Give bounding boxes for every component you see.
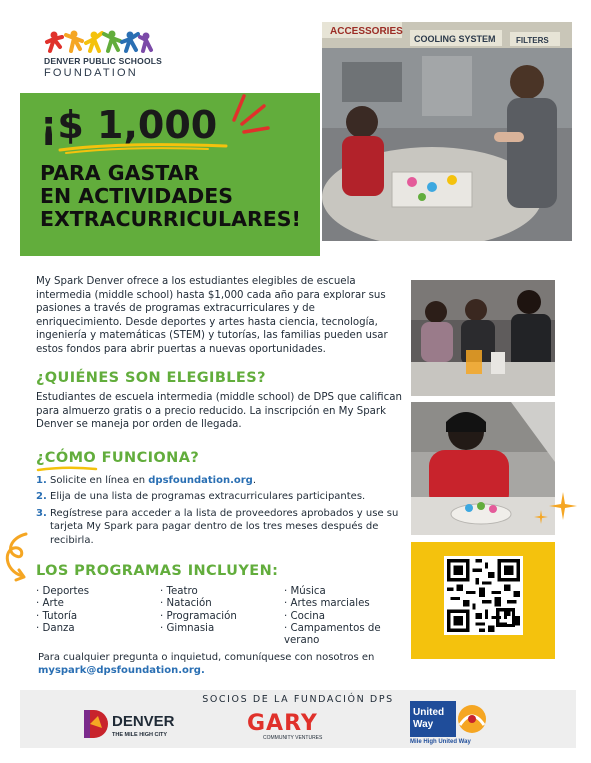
program-item: · Artes marciales bbox=[284, 598, 394, 610]
united-way-logo bbox=[408, 699, 498, 745]
denver-logo bbox=[82, 706, 192, 742]
headline-line-2: EN ACTIVIDADES bbox=[40, 184, 233, 208]
step-1-number: 1. bbox=[36, 475, 47, 486]
program-item: · Deportes bbox=[36, 586, 156, 598]
amount-text: ¡$ 1,000 bbox=[40, 103, 218, 147]
program-item: · Programación bbox=[160, 611, 280, 623]
program-item: · Música bbox=[284, 586, 394, 598]
steps-list bbox=[36, 474, 406, 550]
logo-line-2: FOUNDATION bbox=[44, 67, 138, 79]
denver-tagline: THE MILE HIGH CITY bbox=[112, 732, 167, 738]
partners-title: SOCIOS DE LA FUNDACIÓN DPS bbox=[202, 694, 394, 705]
qr-code[interactable] bbox=[444, 556, 523, 635]
step-3-text: Regístrese para acceder a la lista de proveedores aprobados y use su tarjeta My Spark para pagar dentro de los tres meses después de recibirla. bbox=[50, 507, 399, 546]
program-item: · Gimnasia bbox=[160, 623, 280, 635]
program-item: · Tutoría bbox=[36, 611, 156, 623]
contact-block bbox=[38, 651, 408, 677]
emphasis-marks-icon bbox=[226, 90, 272, 136]
denver-name: DENVER bbox=[112, 713, 175, 730]
program-item: · Teatro bbox=[160, 586, 280, 598]
how-it-works-heading: ¿CÓMO FUNCIONA? bbox=[36, 450, 200, 466]
united-way-hand-icon bbox=[458, 705, 486, 733]
program-item: · Campamentos de verano bbox=[284, 623, 394, 648]
contact-email-link[interactable]: myspark@dpsfoundation.org. bbox=[38, 665, 205, 676]
headline-line-3: EXTRACURRICULARES! bbox=[40, 207, 301, 231]
dps-foundation-link[interactable]: dpsfoundation.org bbox=[148, 475, 253, 486]
headline-line-1: PARA GASTAR bbox=[40, 161, 200, 185]
curly-arrow-icon bbox=[2, 530, 40, 586]
step-2-number: 2. bbox=[36, 491, 47, 503]
students-cooking-photo bbox=[411, 280, 555, 396]
classroom-photo bbox=[322, 22, 572, 241]
united-way-name-1: United bbox=[413, 707, 445, 718]
step-2 bbox=[36, 490, 406, 503]
programs-heading: LOS PROGRAMAS INCLUYEN: bbox=[36, 563, 279, 579]
program-item: · Arte bbox=[36, 598, 156, 610]
underline-swoosh bbox=[58, 140, 228, 154]
step-1 bbox=[36, 474, 406, 487]
sign-cooling: COOLING SYSTEM bbox=[414, 34, 496, 44]
intro-paragraph: My Spark Denver ofrece a los estudiantes elegibles de escuela intermedia (middle school) hasta $1,000 cada año para explorar sus pasiones a través de programas extracurriculares y de enriquecimiento. Desde deportes y artes hasta ciencia, tecnología, ingeniería y matemáticas (STEM) y tutorías, las familias pueden usar estos fondos para abrir puertas a nuevas oportunidades. bbox=[36, 276, 388, 355]
heading-underline bbox=[36, 466, 98, 472]
logo-line-1: DENVER PUBLIC SCHOOLS bbox=[44, 56, 163, 66]
programs-column-1 bbox=[36, 586, 156, 635]
united-way-name-2: Way bbox=[413, 719, 434, 730]
logo-text bbox=[44, 56, 164, 79]
eligibility-text: Estudiantes de escuela intermedia (middle school) de DPS que califican para almuerzo gratis o a precio reducido. La inscripción en My Spark Denver se maneja por orden de llegada. bbox=[36, 392, 402, 431]
contact-text: Para cualquier pregunta o inquietud, comuníquese con nosotros en bbox=[38, 652, 375, 663]
gary-tagline: COMMUNITY VENTURES bbox=[263, 735, 323, 741]
denver-d-icon bbox=[84, 710, 108, 738]
sign-filters: FILTERS bbox=[516, 36, 549, 45]
gary-name: GARY bbox=[247, 711, 318, 736]
dancing-figures-icon bbox=[47, 31, 151, 52]
headline bbox=[40, 162, 330, 231]
program-item: · Cocina bbox=[284, 611, 394, 623]
sparkle-icon bbox=[527, 490, 579, 526]
sign-accessories: ACCESSORIES bbox=[330, 26, 403, 37]
program-item: · Natación bbox=[160, 598, 280, 610]
programs-column-3 bbox=[284, 586, 394, 647]
gary-community-ventures-logo bbox=[243, 706, 343, 742]
united-way-tagline: Mile High United Way bbox=[410, 739, 471, 745]
step-1-end: . bbox=[252, 475, 257, 486]
step-3 bbox=[36, 507, 406, 547]
step-2-text: Elija de una lista de programas extracurriculares participantes. bbox=[50, 491, 366, 503]
programs-column-2 bbox=[160, 586, 280, 635]
step-3-number: 3. bbox=[36, 507, 47, 519]
program-item: · Danza bbox=[36, 623, 156, 635]
step-1-text: Solicite en línea en bbox=[50, 475, 149, 486]
eligibility-heading: ¿QUIÉNES SON ELEGIBLES? bbox=[36, 370, 266, 386]
